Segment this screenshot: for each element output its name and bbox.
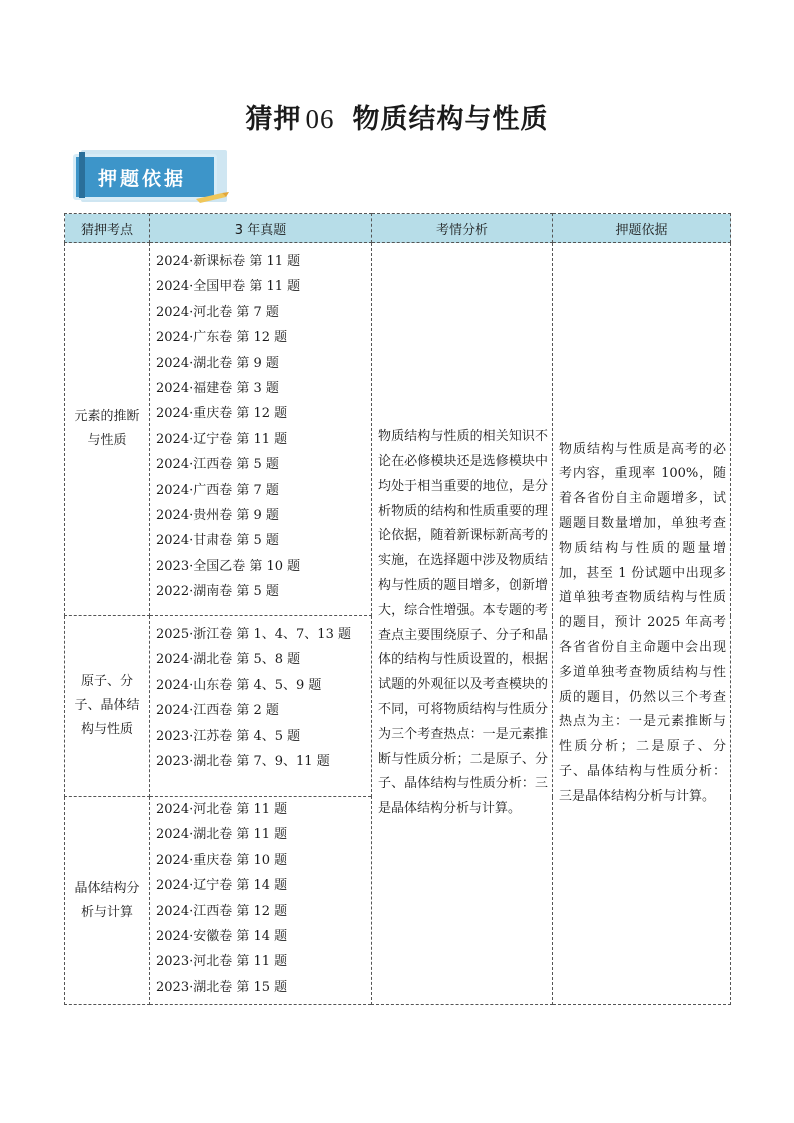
title-number: 06	[305, 104, 335, 134]
title-prefix: 猜押	[245, 104, 302, 135]
topic-cell: 晶体结构分析与计算	[65, 797, 150, 1005]
badge-label: 押题依据	[98, 167, 187, 190]
exam-item: 2024·河北卷 第 7 题	[156, 304, 279, 320]
topic-cell: 原子、分子、晶体结构与性质	[65, 616, 150, 797]
exam-item: 2025·浙江卷 第 1、4、7、13 题	[156, 627, 351, 642]
exam-item: 2023·湖北卷 第 7、9、11 题	[156, 754, 330, 770]
header-topic: 猜押考点	[65, 214, 150, 243]
exam-item: 2024·江西卷 第 5 题	[156, 457, 279, 473]
badge-ribbon	[79, 152, 85, 198]
exam-item: 2024·重庆卷 第 12 题	[156, 406, 288, 422]
page-title	[0, 97, 794, 136]
exam-item: 2024·辽宁卷 第 14 题	[156, 878, 288, 894]
exam-item: 2024·湖北卷 第 9 题	[156, 355, 279, 371]
exam-item: 2022·湖南卷 第 5 题	[156, 584, 279, 600]
exam-item: 2023·江苏卷 第 4、5 题	[156, 728, 301, 744]
exam-item: 2024·广东卷 第 12 题	[156, 330, 288, 346]
header-exams: 3 年真题	[150, 214, 372, 243]
header-analysis: 考情分析	[372, 214, 553, 243]
table-row	[65, 243, 731, 616]
exam-item: 2024·重庆卷 第 10 题	[156, 852, 288, 868]
exam-item: 2024·山东卷 第 4、5、9 题	[156, 677, 322, 693]
topic-cell: 元素的推断与性质	[65, 243, 150, 616]
exam-item: 2024·辽宁卷 第 11 题	[156, 431, 288, 447]
basis-cell: 物质结构与性质是高考的必考内容，重现率 100%，随着各省份自主命题增多，试题题目数量增加，单独考查物质结构与性质的题量增加，甚至 1 份试题中出现多道单独考查物质结构与性质的题目，预计 2025 年高考各省省份自主命题中会出现多道单独考查物质结构与性质的题目，仍然以三个考查热点为主：一是元素推断与性质分析；二是原子、分子、晶体结构与性质分析：三是晶体结构分析与计算。	[553, 243, 731, 1005]
exam-item: 2024·新课标卷 第 11 题	[156, 254, 301, 269]
exams-cell	[150, 797, 372, 1005]
exam-table	[64, 213, 731, 1005]
exam-item: 2024·福建卷 第 3 题	[156, 381, 279, 397]
exam-item: 2024·湖北卷 第 11 题	[156, 827, 288, 843]
exams-cell	[150, 243, 372, 616]
exam-item: 2024·河北卷 第 11 题	[156, 802, 288, 817]
exam-item: 2024·江西卷 第 12 题	[156, 903, 288, 919]
exam-item: 2023·湖北卷 第 15 题	[156, 979, 288, 995]
exam-item: 2023·全国乙卷 第 10 题	[156, 558, 301, 574]
exam-item: 2024·全国甲卷 第 11 题	[156, 279, 301, 295]
exam-item: 2024·甘肃卷 第 5 题	[156, 533, 279, 549]
table-header-row	[65, 214, 731, 243]
exam-item: 2023·河北卷 第 11 题	[156, 954, 288, 970]
header-basis: 押题依据	[553, 214, 731, 243]
exam-item: 2024·贵州卷 第 9 题	[156, 508, 279, 524]
title-subject: 物质结构与性质	[352, 104, 549, 135]
pencil-icon	[196, 190, 230, 204]
analysis-cell: 物质结构与性质的相关知识不论在必修模块还是选修模块中均处于相当重要的地位，是分析物质的结构和性质重要的理论依据，随着新课标新高考的实施，在选择题中涉及物质结构与性质的题目增多，创新增大，综合性增强。本专题的考查点主要围绕原子、分子和晶体的结构与性质设置的，根据试题的外观征以及考查模块的不同，可将物质结构与性质分为三个考查热点：一是元素推断与性质分析；二是原子、分子、晶体结构与性质分析：三是晶体结构分析与计算。	[372, 243, 553, 1005]
exam-item: 2024·湖北卷 第 5、8 题	[156, 652, 301, 668]
exam-item: 2024·江西卷 第 2 题	[156, 703, 279, 719]
exam-item: 2024·安徽卷 第 14 题	[156, 929, 288, 945]
exams-cell	[150, 616, 372, 797]
exam-item: 2024·广西卷 第 7 题	[156, 482, 279, 498]
